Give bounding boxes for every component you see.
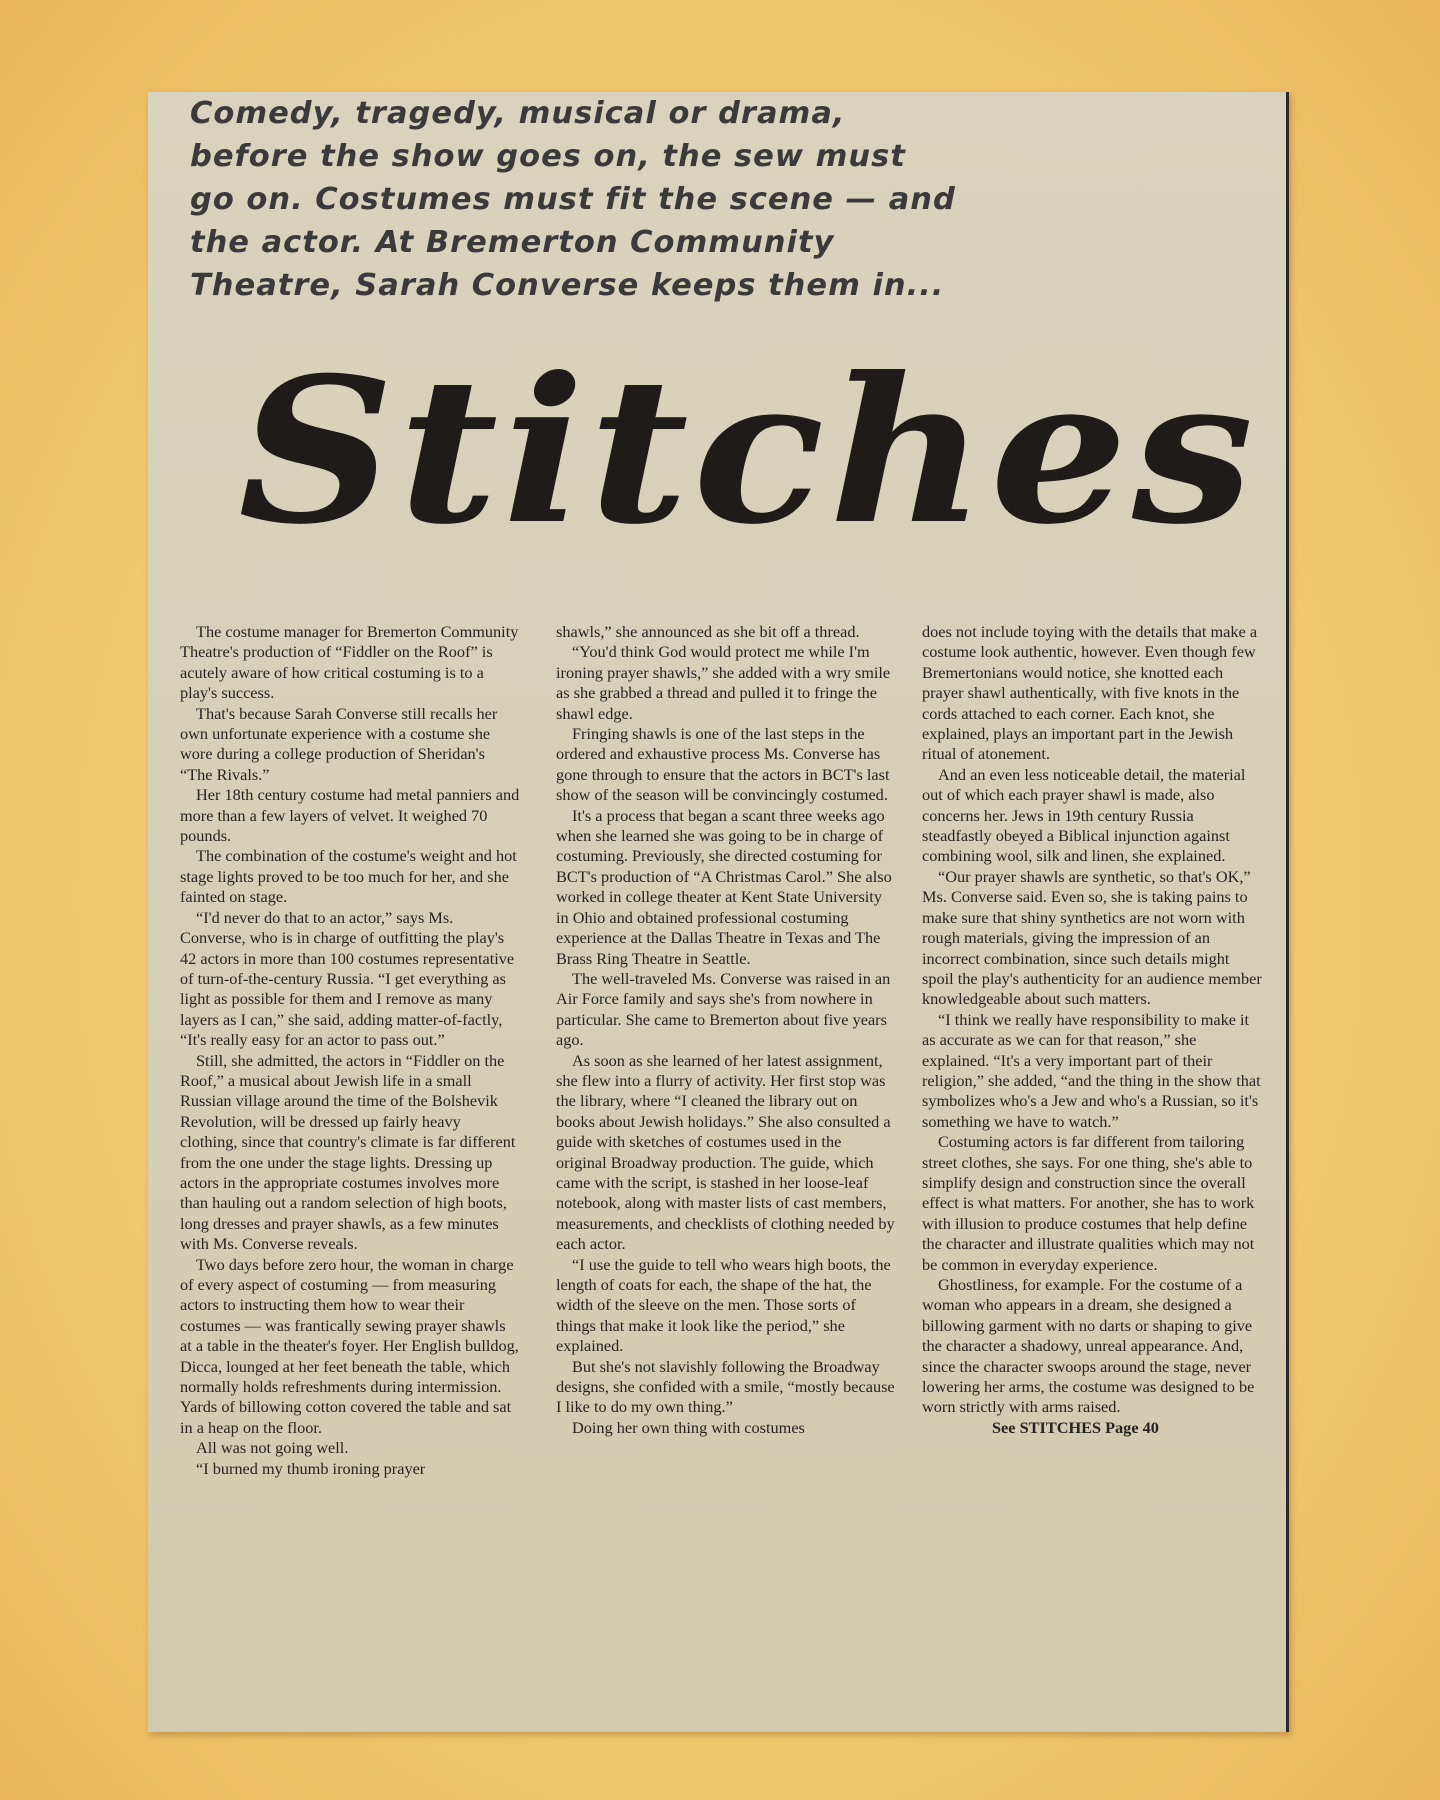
deck-line: go on. Costumes must fit the scene — and	[190, 182, 956, 217]
paragraph: The combination of the costume's weight and hot stage lights proved to be too much for her, and she fainted on stage.	[180, 846, 517, 907]
paragraph: “I burned my thumb ironing prayer	[196, 1458, 426, 1478]
paragraph: Doing her own thing with costumes	[572, 1417, 805, 1437]
paragraph: “Our prayer shawls are synthetic, so that's OK,” Ms. Converse said. Even so, she is taking pains to make sure that shiny synthetics are not worn with rough materials, giving the impression of an incorrect combination, since such details might spoil the play's authenticity for an audience member knowledgeable about such matters.	[922, 866, 1262, 1009]
paragraph: As soon as she learned of her latest assignment, she flew into a flurry of activity. Her first stop was the library, where “I cleaned the library out on books about Jewish holidays.” She also consulted a guide with sketches of costumes used in the original Broadway production. The guide, which came with the script, is stashed in her loose-leaf notebook, along with master lists of cast members, measurements, and checklists of clothing needed by each actor.	[556, 1050, 895, 1254]
newspaper-clipping	[148, 92, 1289, 1732]
paragraph: The costume manager for Bremerton Community Theatre's production of “Fiddler on the Roof” is acutely aware of how critical costuming is to a play's success.	[180, 622, 519, 703]
deck-subhead	[190, 92, 970, 307]
paragraph: Still, she admitted, the actors in “Fiddler on the Roof,” a musical about Jewish life in a small Russian village around the time of the Bolshevik Revolution, will be dressed up fairly heavy clothing, since that country's climate is far different from the one under the stage lights. Dressing up actors in the appropriate costumes involves more than hauling out a random selection of high boots, long dresses and prayer shawls, as a few minutes with Ms. Converse reveals.	[180, 1050, 516, 1254]
article-body	[180, 622, 1270, 1722]
paragraph: Ghostliness, for example. For the costume of a woman who appears in a dream, she designed a billowing garment with no darts or shaping to give the character a shadowy, unreal appearance. And, since the character swoops around the stage, never lowering her arms, the costume was designed to be worn strictly with arms raised.	[922, 1275, 1255, 1417]
deck-line: Theatre, Sarah Converse keeps them in...	[190, 268, 945, 303]
article-column-3	[922, 622, 1262, 1438]
paragraph: And an even less noticeable detail, the material out of which each prayer shawl is made, also concerns her. Jews in 19th century Russia steadfastly obeyed a Biblical injunction against combining wool, silk and linen, she explained.	[922, 764, 1246, 866]
article-column-2	[556, 622, 896, 1438]
paragraph: “You'd think God would protect me while I'm ironing prayer shawls,” she added with a wry smile as she grabbed a thread and pulled it to fringe the shawl edge.	[556, 642, 891, 723]
paragraph: The well-traveled Ms. Converse was raised in an Air Force family and says she's from nowhere in particular. She came to Bremerton about five years ago.	[556, 968, 891, 1050]
paragraph: All was not going well.	[196, 1438, 349, 1458]
paragraph: “I'd never do that to an actor,” says Ms. Converse, who is in charge of outfitting the play's 42 actors in more than 100 costumes representative of turn-of-the-century Russia. “I get everything as light as possible for them and I remove as many layers as I can,” she said, adding matter-of-factly, “It's really easy for an actor to pass out.”	[180, 907, 515, 1050]
paragraph: It's a process that began a scant three weeks ago when she learned she was going to be in charge of costuming. Previously, she directed costuming for BCT's production of “A Christmas Carol.” She also worked in college theater at Kent State University in Ohio and obtained professional costuming experience at the Dallas Theatre in Texas and The Brass Ring Theatre in Seattle.	[556, 805, 892, 968]
paragraph: shawls,” she announced as she bit off a thread.	[556, 622, 860, 641]
paragraph: Costuming actors is far different from tailoring street clothes, she says. For one thing, she's able to simplify design and construction since the overall effect is what matters. For another, she has to work with illusion to produce costumes that help define the character and illustrate qualities which may not be common in everyday experience.	[922, 1132, 1255, 1274]
jump-line: See STITCHES Page 40	[992, 1417, 1159, 1437]
paragraph: But she's not slavishly following the Broadway designs, she confided with a smile, “mostly because I like to do my own thing.”	[556, 1356, 895, 1417]
paragraph: Two days before zero hour, the woman in charge of every aspect of costuming — from measuring actors to instructing them how to wear their costumes — was frantically sewing prayer shawls at a table in the theater's foyer. Her English bulldog, Dicca, lounged at her feet beneath the table, which normally holds refreshments during intermission. Yards of billowing cotton covered the table and sat in a heap on the floor.	[180, 1254, 519, 1437]
headline: Stitches	[238, 334, 1258, 569]
paragraph: “I think we really have responsibility to make it as accurate as we can for that reason,” she explained. “It's a very important part of their religion,” she added, “and the thing in the show that symbolizes who's a Jew and who's a Russian, so it's something we have to watch.”	[922, 1009, 1261, 1131]
paragraph: does not include toying with the details that make a costume look authentic, however. Even though few Bremertonians would notice, she knotted each prayer shawl authentically, with five knots in the cords attached to each corner. Each knot, she explained, plays an important part in the Jewish ritual of atonement.	[922, 622, 1258, 764]
paragraph: Her 18th century costume had metal panniers and more than a few layers of velvet. It weighed 70 pounds.	[180, 785, 520, 846]
deck-line: before the show goes on, the sew must	[190, 139, 906, 174]
paragraph: “I use the guide to tell who wears high boots, the length of coats for each, the shape of the hat, the width of the sleeve on the men. Those sorts of things that make it look like the period,” she explained.	[556, 1254, 891, 1356]
paragraph: That's because Sarah Converse still recalls her own unfortunate experience with a costume she wore during a college production of Sheridan's “The Rivals.”	[180, 703, 498, 784]
deck-line: Comedy, tragedy, musical or drama,	[190, 96, 846, 131]
deck-line: the actor. At Bremerton Community	[190, 225, 835, 260]
article-column-1	[180, 622, 520, 1479]
paragraph: Fringing shawls is one of the last steps in the ordered and exhaustive process Ms. Converse has gone through to ensure that the actors in BCT's last show of the season will be convincingly costumed.	[556, 724, 890, 805]
